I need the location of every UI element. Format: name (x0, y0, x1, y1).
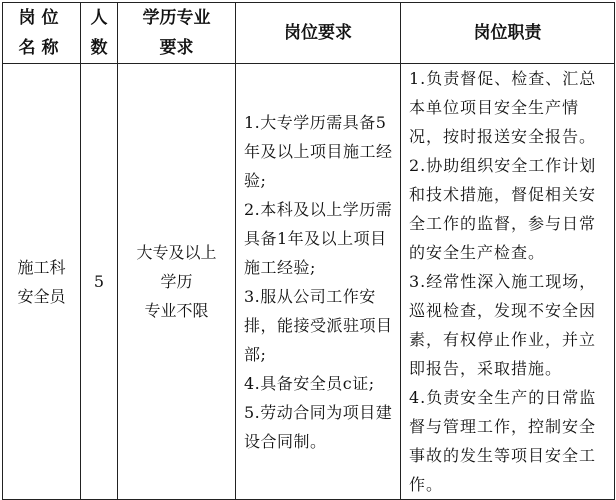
requirement-item: 2.本科及以上学历需具备1年及以上项目施工经验; (244, 199, 393, 277)
table-row (3, 64, 615, 500)
duty-item: 2.协助组织安全工作计划和技术措施，督促相关安全工作的监督，参与日常的安全生产检查。 (409, 156, 597, 262)
education-line: 学历 (160, 272, 193, 291)
duty-item: 4.负责安全生产的日常监督与管理工作，控制安全事故的发生等项目安全工作。 (409, 388, 597, 494)
header-row (3, 3, 615, 64)
education-line: 专业不限 (144, 301, 209, 320)
requirement-item: 5.劳动合同为项目建设合同制。 (244, 402, 393, 451)
cell-count (81, 64, 118, 500)
header-count (81, 3, 118, 64)
count-value: 5 (93, 272, 105, 291)
cell-duties (401, 64, 615, 500)
cell-requirements (236, 64, 401, 500)
requirement-item: 3.服从公司工作安排，能接受派驻项目部; (244, 286, 393, 364)
header-count-label: 人数 (90, 8, 108, 58)
duty-item: 3.经常性深入施工现场，巡视检查，发现不安全因素，有权停止作业，并立即报告，采取措施。 (409, 272, 597, 378)
education-line: 大专及以上 (136, 243, 217, 262)
header-education (118, 3, 236, 64)
job-table (2, 2, 615, 500)
duties-list (401, 64, 614, 499)
duty-item: 1.负责督促、检查、汇总本单位项目安全生产情况，按时报送安全报告。 (409, 69, 597, 146)
cell-education (118, 64, 236, 500)
header-position (3, 3, 81, 64)
requirement-item: 1.大专学历需具备5年及以上项目施工经验; (244, 112, 393, 190)
header-position-label: 岗位名称 (18, 8, 65, 58)
cell-position (3, 64, 81, 500)
requirement-item: 4.具备安全员c证; (244, 373, 375, 393)
header-requirements (236, 3, 401, 64)
header-education-label: 学历专业要求 (142, 8, 211, 58)
position-value: 施工科安全员 (17, 257, 66, 306)
header-duties-label: 岗位职责 (473, 23, 542, 43)
header-duties (401, 3, 615, 64)
requirements-list (236, 108, 400, 456)
header-requirements-label: 岗位要求 (284, 23, 352, 43)
